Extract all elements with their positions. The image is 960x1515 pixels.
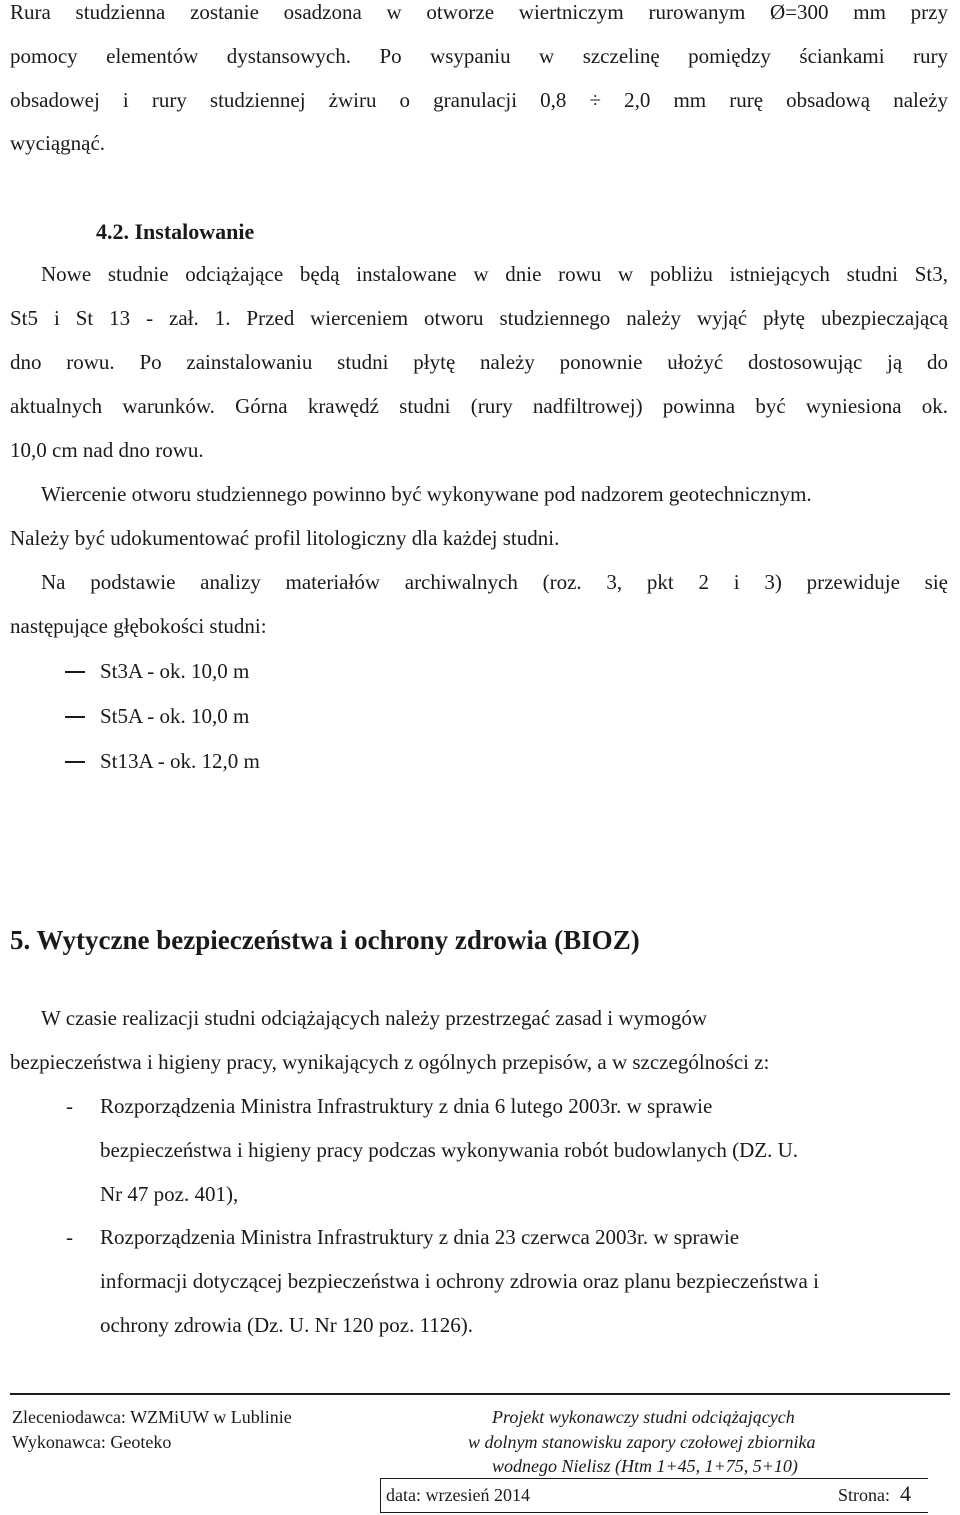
footer-project-line-1: Projekt wykonawczy studni odciążających: [492, 1407, 795, 1427]
dash-bullet-icon: [65, 761, 85, 763]
s5-p1-line-1: W czasie realizacji studni odciążających należy przestrzegać zasad i wymogów: [41, 1006, 708, 1030]
depth-item: St5A - ok. 10,0 m: [100, 704, 250, 728]
footer-date-rule-top: [380, 1478, 928, 1479]
depth-item: St3A - ok. 10,0 m: [100, 659, 250, 683]
s42-p3-line-2: następujące głębokości studni:: [10, 614, 267, 638]
intro-line-4: wyciągnąć.: [10, 131, 106, 155]
regulation-line-1: Rozporządzenia Ministra Infrastruktury z dnia 23 czerwca 2003r. w sprawie: [100, 1225, 740, 1249]
s5-p1-line-2: bezpieczeństwa i higieny pracy, wynikających z ogólnych przepisów, a w szczególności z:: [10, 1050, 770, 1074]
footer-page-label: Strona:: [838, 1485, 890, 1505]
intro-line-1: Rura studzienna zostanie osadzona w otworze wiertniczym rurowanym Ø=300 mm przy: [10, 0, 948, 24]
s42-p1-line-4: aktualnych warunków. Górna krawędź studni (rury nadfiltrowej) powinna być wyniesiona ok.: [10, 394, 948, 418]
footer-project-line-2: w dolnym stanowisku zapory czołowej zbiornika: [468, 1432, 816, 1452]
depth-item: St13A - ok. 12,0 m: [100, 749, 260, 773]
regulation-line-2: bezpieczeństwa i higieny pracy podczas wykonywania robót budowlanych (DZ. U.: [100, 1138, 799, 1162]
regulation-bullet: -: [66, 1225, 73, 1249]
section-heading-4-2: 4.2. Instalowanie: [96, 219, 255, 244]
s42-p1-line-5: 10,0 cm nad dno rowu.: [10, 438, 204, 462]
regulation-line-3: Nr 47 poz. 401),: [100, 1182, 239, 1206]
footer-page-number: 4: [900, 1481, 911, 1506]
s42-p2-line-1: Wiercenie otworu studziennego powinno być wykonywane pod nadzorem geotechnicznym.: [41, 482, 812, 506]
footer-date-box-left: [380, 1478, 381, 1513]
dash-bullet-icon: [65, 671, 85, 673]
footer-contractor: Wykonawca: Geoteko: [12, 1432, 172, 1452]
s42-p1-line-2: St5 i St 13 - zał. 1. Przed wierceniem otworu studziennego należy wyjąć płytę ubezpieczającą: [10, 306, 948, 330]
s42-p1-line-3: dno rowu. Po zainstalowaniu studni płytę należy ponownie ułożyć dostosowując ją do: [10, 350, 948, 374]
intro-line-3: obsadowej i rury studziennej żwiru o granulacji 0,8 ÷ 2,0 mm rurę obsadową należy: [10, 88, 948, 112]
s42-p2-line-2: Należy być udokumentować profil litologiczny dla każdej studni.: [10, 526, 560, 550]
section-heading-5: 5. Wytyczne bezpieczeństwa i ochrony zdrowia (BIOZ): [10, 925, 640, 955]
s42-p3-line-1: Na podstawie analizy materiałów archiwalnych (roz. 3, pkt 2 i 3) przewiduje się: [41, 570, 948, 594]
regulation-bullet: -: [66, 1094, 73, 1118]
regulation-line-3: ochrony zdrowia (Dz. U. Nr 120 poz. 1126).: [100, 1313, 474, 1337]
footer-client: Zleceniodawca: WZMiUW w Lublinie: [12, 1407, 292, 1427]
regulation-line-1: Rozporządzenia Ministra Infrastruktury z dnia 6 lutego 2003r. w sprawie: [100, 1094, 713, 1118]
footer-top-rule: [10, 1393, 950, 1395]
s42-p1-line-1: Nowe studnie odciążające będą instalowane w dnie rowu w pobliżu istniejących studni St3,: [41, 262, 948, 286]
footer-project-line-3: wodnego Nielisz (Htm 1+45, 1+75, 5+10): [492, 1456, 798, 1476]
intro-line-2: pomocy elementów dystansowych. Po wsypaniu w szczelinę pomiędzy ściankami rury: [10, 44, 948, 68]
footer-date-rule-bottom: [380, 1512, 928, 1513]
footer-date: data: wrzesień 2014: [386, 1485, 530, 1505]
regulation-line-2: informacji dotyczącej bezpieczeństwa i ochrony zdrowia oraz planu bezpieczeństwa i: [100, 1269, 819, 1293]
dash-bullet-icon: [65, 716, 85, 718]
